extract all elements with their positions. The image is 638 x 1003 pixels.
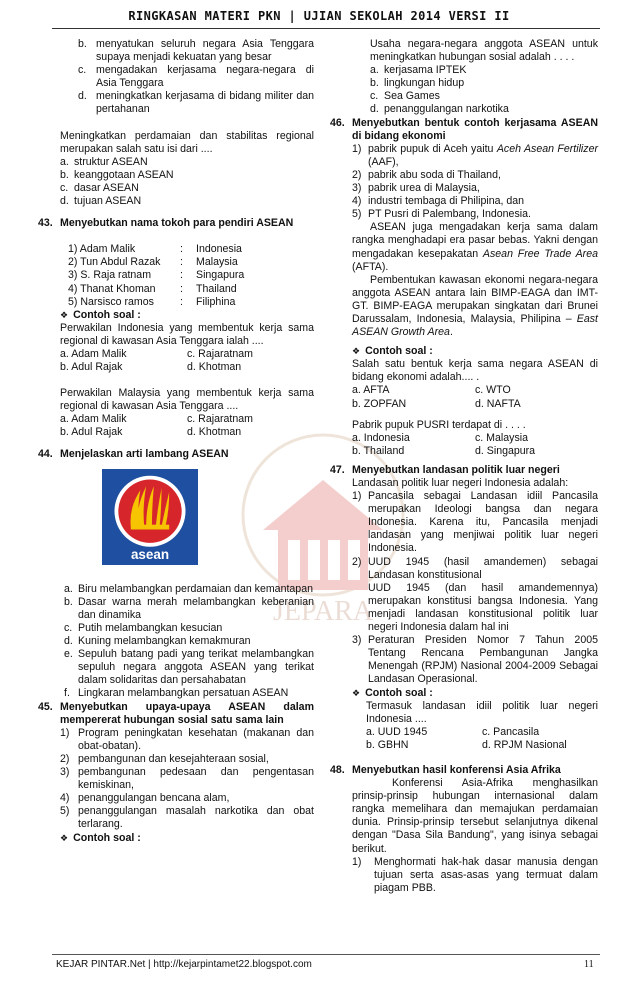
list-item: b. Dasar warna merah melambangkan keberanian dan dinamika <box>64 595 314 621</box>
option: a. kerjasama IPTEK <box>370 64 467 77</box>
option: b. menyatukan seluruh negara Asia Tenggara supaya menjadi kekuatan yang besar <box>78 38 314 64</box>
diamond-bullet-icon: ❖ <box>352 346 361 357</box>
paragraph: Konferensi Asia-Afrika menghasilkan prinsip-prinsip hubungan internasional dalam rangka memelihara dan memajukan perdamaian dunia. Prinsip-prinsip tersebut selanjutnya dikenal dengan "Dasa Sila Bandung", yang isinya sebagai berikut. <box>352 777 598 855</box>
diamond-bullet-icon: ❖ <box>60 832 69 843</box>
options-row: b. Adul Rajak d. Khotman <box>60 426 242 439</box>
options-row: a. UUD 1945 c. Pancasila <box>366 725 540 738</box>
list-item: 1) Program peningkatan kesehatan (makanan dan obat-obatan). <box>60 726 314 752</box>
option: b. lingkungan hidup <box>370 77 465 90</box>
contoh-soal-label: ❖ Contoh soal : <box>352 686 433 699</box>
option: c. Sea Games <box>370 90 440 103</box>
cont-options <box>60 38 314 117</box>
list-item: d. Kuning melambangkan kemakmuran <box>64 635 251 648</box>
question-text: Perwakilan Malaysia yang membentuk kerja sama regional di kawasan Asia Tenggara .... <box>60 387 314 413</box>
list-item: 3) Peraturan Presiden Nomor 7 Tahun 2005 Tentang Rencana Pembangunan Jangka Menengah (RPJM) Nasional 2004-2009 Sebagai Landasan Operasional. <box>352 634 598 686</box>
social-efforts-list <box>60 727 314 832</box>
left-column <box>38 38 314 845</box>
list-item: 5) PT Pusri di Palembang, Indonesia. <box>352 208 531 221</box>
q47-block <box>352 700 598 752</box>
list-item: 1) pabrik pupuk di Aceh yaitu Aceh Asean Fertilizer (AAF), <box>352 142 598 168</box>
diamond-bullet-icon: ❖ <box>352 687 361 698</box>
options-row: b. GBHN d. RPJM Nasional <box>366 738 567 751</box>
contoh-soal-label: ❖ Contoh soal : <box>60 308 141 321</box>
option: d. tujuan ASEAN <box>60 195 142 208</box>
footer-rule <box>52 954 600 955</box>
intro-text: Landasan politik luar negeri Indonesia adalah: <box>352 477 569 489</box>
q2-options <box>60 156 314 208</box>
list-item: 3) S. Raja ratnam : Singapura <box>68 269 245 282</box>
question-text: Pabrik pupuk PUSRI terdapat di . . . . <box>352 418 526 431</box>
section-46-title: 46. Menyebutkan bentuk contoh kerjasama ASEAN di bidang ekonomi <box>330 116 598 142</box>
question-text: Perwakilan Indonesia yang membentuk kerja sama regional di kawasan Asia Tenggara ialah .... <box>60 321 314 347</box>
list-item: 5) Narsisco ramos : Filiphina <box>68 295 236 308</box>
list-item: f. Lingkaran melambangkan persatuan ASEAN <box>64 687 289 700</box>
list-item: 2) pembangunan dan kesejahteraan sosial, <box>60 752 269 765</box>
section-44-title: 44. Menjelaskan arti lambang ASEAN <box>38 447 229 460</box>
paragraph: Pembentukan kawasan ekonomi negara-negara anggota ASEAN antara lain BIMP-EAGA dan IMT-GT. BIMP-EAGA merupakan singkatan dari Brunei Darussalam, Indonesia, Malaysia, Philipina – East ASEAN Growth Area. <box>352 273 598 339</box>
s47-body <box>330 477 598 752</box>
section-45-title: 45. Menyebutkan upaya-upaya ASEAN dalam mempererat hubungan sosial satu sama lain <box>38 700 314 726</box>
list-item: 4) industri tembaga di Philipina, dan <box>352 195 525 208</box>
founders-list <box>60 243 314 308</box>
list-item: a. Biru melambangkan perdamaian dan kemantapan <box>64 582 313 595</box>
question-text: Termasuk landasan idiil politik luar negeri Indonesia .... <box>366 699 598 725</box>
option: a. struktur ASEAN <box>60 155 148 168</box>
list-item: c. Putih melambangkan kesucian <box>64 622 223 634</box>
list-item: 1) Pancasila sebagai Landasan idiil Pancasila merupakan Ideologi bangsa dan negara Indonesia. Karena itu, Pancasila menjadi landasan yang menjiwai politik luar negeri Indonesia. <box>352 490 598 555</box>
option: b. keanggotaan ASEAN <box>60 168 174 181</box>
list-item: 1) Adam Malik : Indonesia <box>68 243 242 256</box>
logo-meaning-list <box>60 583 314 701</box>
options-row: a. Indonesia c. Malaysia <box>352 431 528 444</box>
header-rule <box>52 28 600 29</box>
right-column <box>330 38 598 895</box>
list-item: 4) penanggulangan bencana alam, <box>60 792 230 805</box>
list-item: 2) UUD 1945 (hasil amandemen) sebagai Landasan konstitusional UUD 1945 (dan hasil amandemennya) merupakan konstitusi bangsa Indonesia. Yang menjadi landasan konstitusional politik luar negeri Indonesia dalam hal ini <box>352 555 598 634</box>
s48-body <box>330 777 598 895</box>
question-text: Usaha negara-negara anggota ASEAN untuk meningkatkan hubungan sosial adalah . . . . <box>370 38 598 64</box>
s46-body <box>330 143 598 458</box>
options-row: b. ZOPFAN d. NAFTA <box>352 397 521 410</box>
list-item: 5) penanggulangan masalah narkotika dan obat terlarang. <box>60 805 314 831</box>
list-item: 2) Tun Abdul Razak : Malaysia <box>68 256 238 269</box>
list-item: 2) pabrik abu soda di Thailand, <box>352 168 501 181</box>
watermark-text: JEPARA <box>272 596 374 627</box>
asean-logo-text: asean <box>130 546 170 562</box>
section-48-title: 48. Menyebutkan hasil konferensi Asia Afrika <box>330 763 561 776</box>
options-row: b. Adul Rajak d. Khotman <box>60 361 242 374</box>
list-item: 1) Menghormati hak-hak dasar manusia dengan tujuan serta asas-asas yang termuat dalam piagam PBB. <box>352 855 598 894</box>
options-row: a. Adam Malik c. Rajaratnam <box>60 413 253 426</box>
list-item: e. Sepuluh batang padi yang terikat melambangkan sepuluh negara anggota ASEAN yang terikat dalam solidaritas dan persahabatan <box>64 648 314 687</box>
diamond-bullet-icon: ❖ <box>60 309 69 320</box>
option: d. penanggulangan narkotika <box>370 103 509 116</box>
question-text: Salah satu bentuk kerja sama negara ASEAN di bidang ekonomi adalah.... . <box>352 358 598 384</box>
question-text: Meningkatkan perdamaian dan stabilitas regional merupakan salah satu isi dari .... <box>60 129 314 155</box>
paragraph: ASEAN juga mengadakan kerja sama dalam rangka menghadapi era pasar bebas. Yakni dengan mengadakan kesepakatan Asean Free Trade Area (AFTA). <box>352 221 598 273</box>
contoh-soal-label: ❖ Contoh soal : <box>60 831 141 844</box>
page-number: 11 <box>584 959 594 970</box>
q45-block <box>330 38 598 117</box>
option: c. dasar ASEAN <box>60 181 139 194</box>
options-row: b. Thailand d. Singapura <box>352 444 536 457</box>
option: c. mengadakan kerjasama negara-negara di Asia Tenggara <box>78 64 314 90</box>
contoh-soal-label: ❖ Contoh soal : <box>352 345 433 358</box>
section-47-title: 47. Menyebutkan landasan politik luar negeri <box>330 463 560 476</box>
options-row: a. Adam Malik c. Rajaratnam <box>60 347 253 360</box>
list-item: 3) pabrik urea di Malaysia, <box>352 182 480 195</box>
section-43-title: 43. Menyebutkan nama tokoh para pendiri ASEAN <box>38 217 294 230</box>
list-item: 3) pembangunan pedesaan dan pengentasan kemiskinan, <box>60 766 314 792</box>
list-item: 4) Thanat Khoman : Thailand <box>68 282 237 295</box>
asean-logo <box>102 469 198 565</box>
page-footer: KEJAR PINTAR.Net | http://kejarpintamet22.blogspot.com <box>56 959 312 970</box>
page-header: RINGKASAN MATERI PKN | UJIAN SEKOLAH 2014 VERSI II <box>128 9 510 23</box>
options-row: a. AFTA c. WTO <box>352 384 511 397</box>
option: d. meningkatkan kerjasama di bidang militer dan pertahanan <box>78 90 314 116</box>
